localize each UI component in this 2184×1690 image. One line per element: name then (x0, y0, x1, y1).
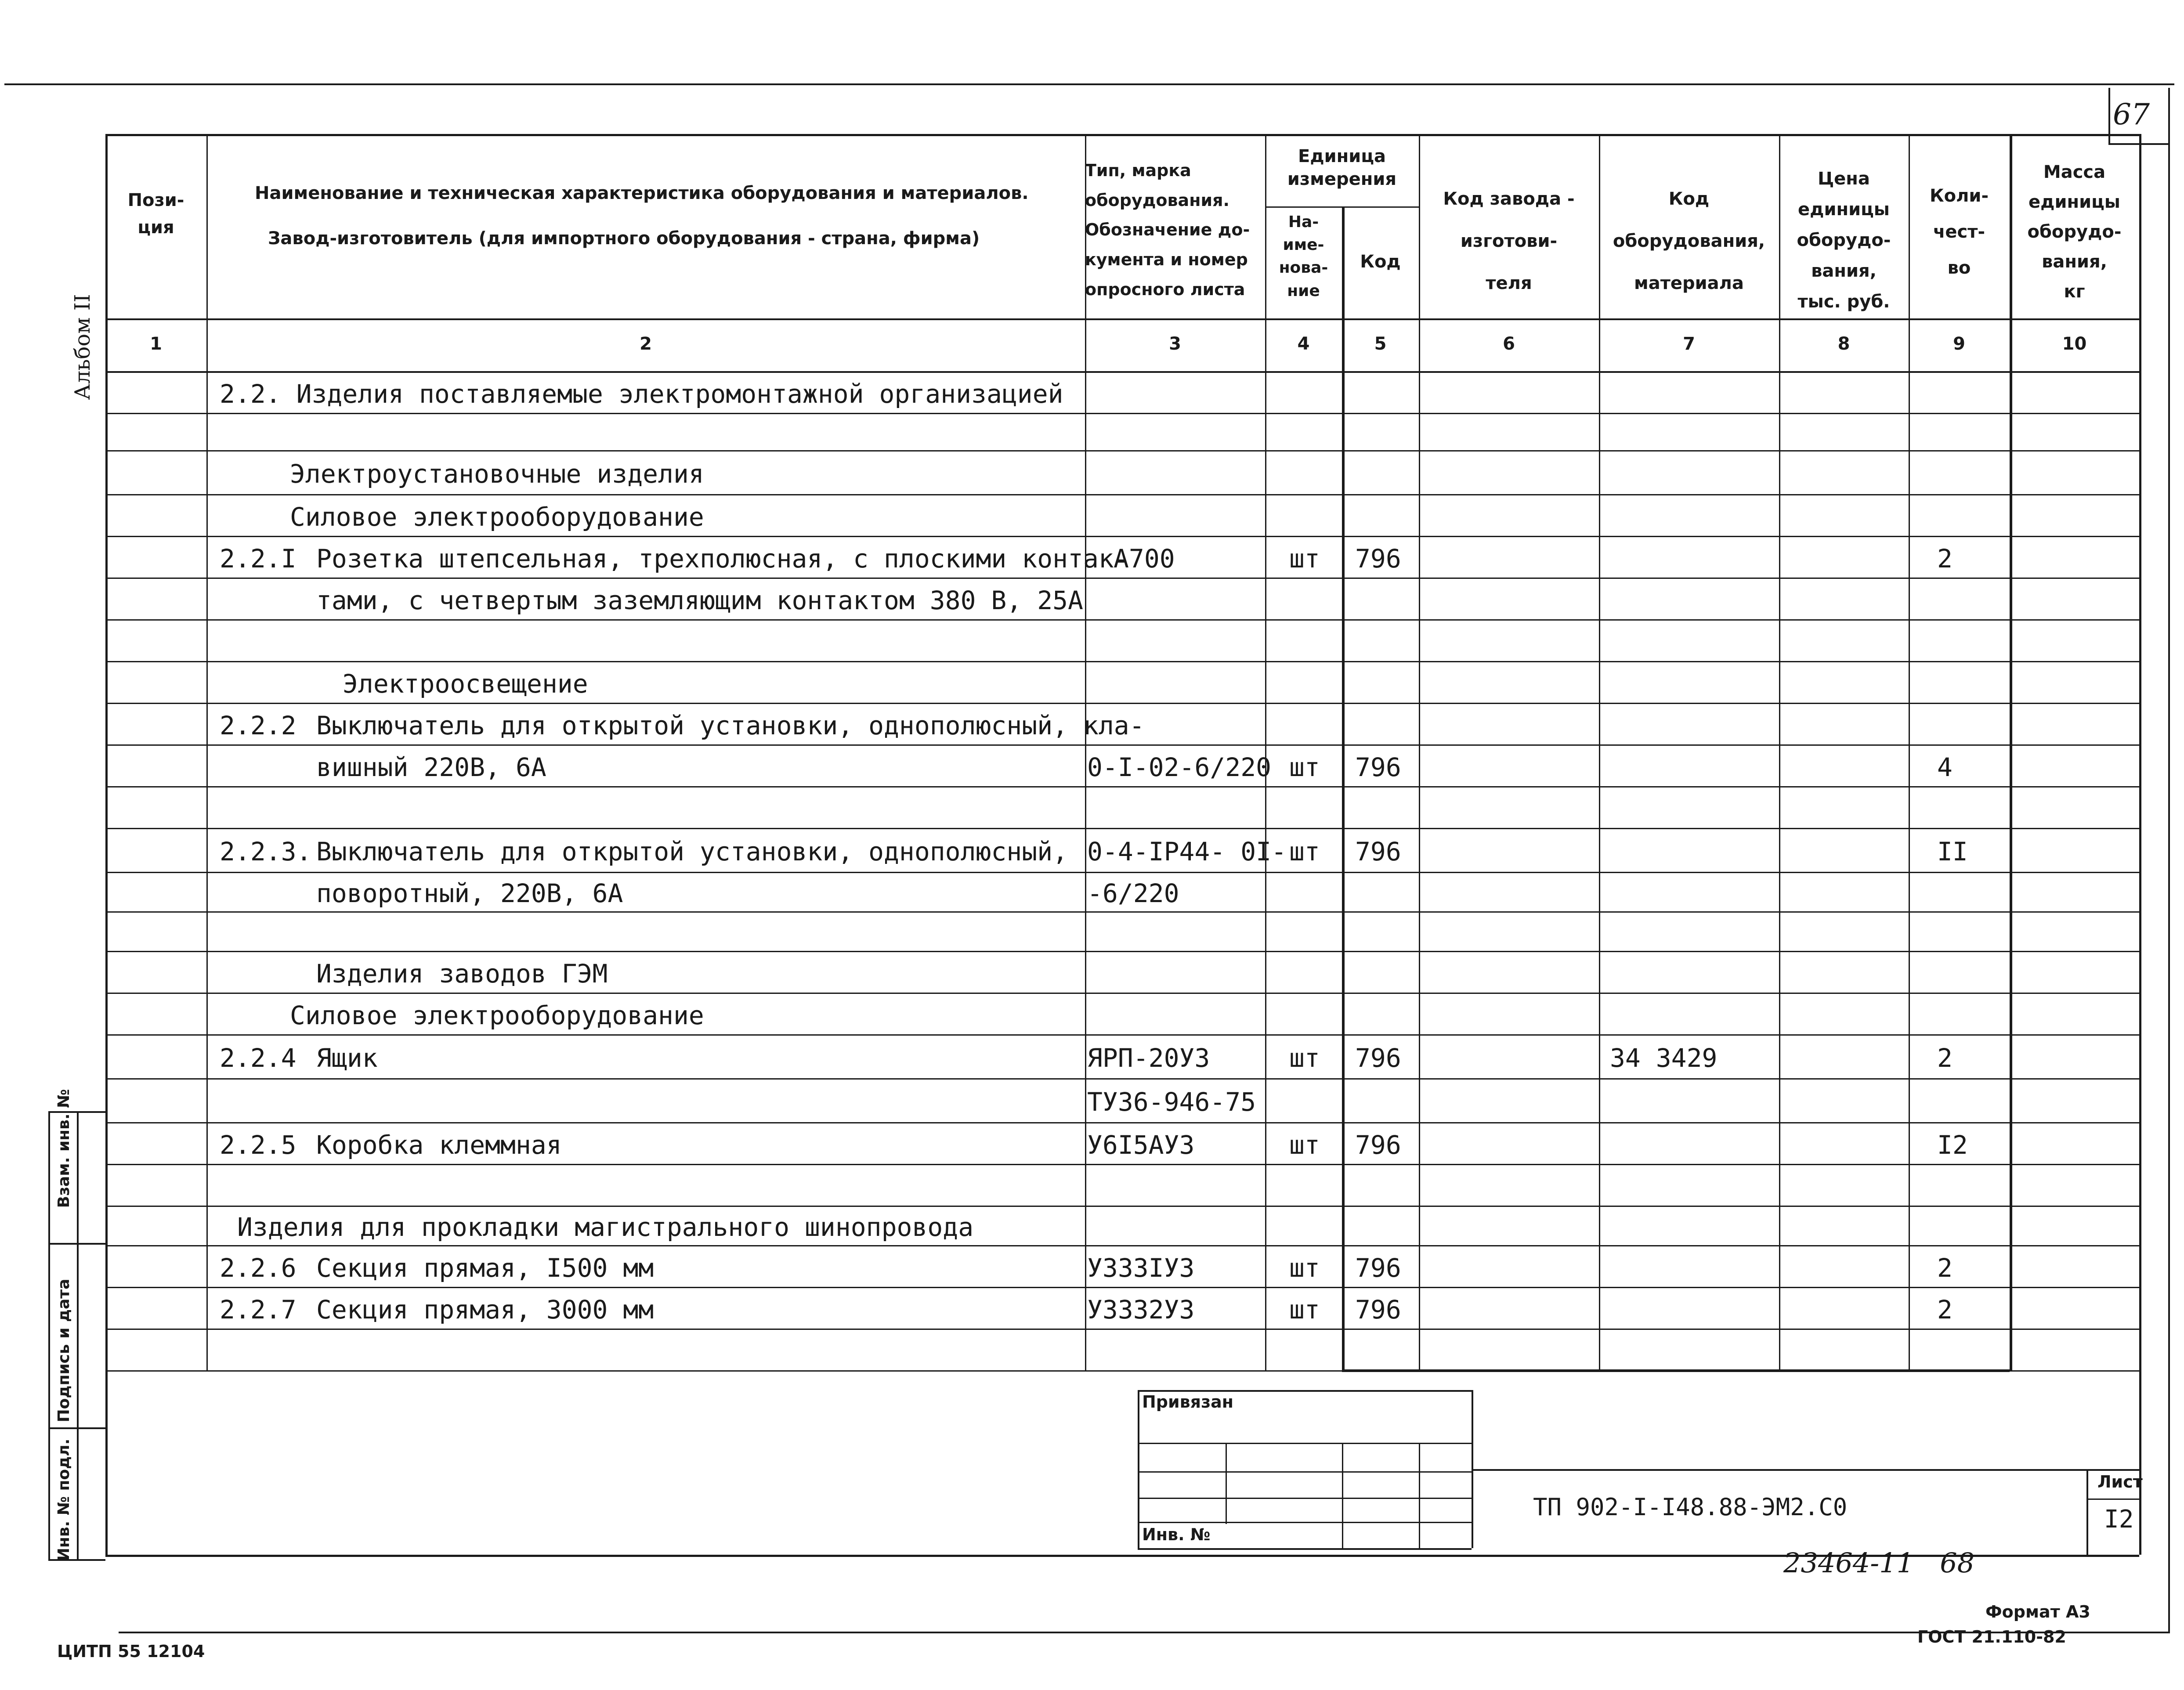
table-bottom-rule-bold (1342, 1369, 2010, 1372)
stamp-rule (1138, 1443, 1472, 1444)
row-type: ТУ36-946-75 (1087, 1087, 1256, 1117)
row-unit: шт (1289, 1130, 1320, 1160)
row-quantity: 4 (1937, 752, 1953, 782)
row-unit: шт (1289, 1043, 1320, 1073)
row-name: Изделия для прокладки магистрального шинопровода (237, 1212, 974, 1242)
column-rule (1419, 134, 1420, 1370)
row-name: Выключатель для открытой установки, однополюсный, (316, 837, 1068, 867)
row-quantity: I2 (1937, 1130, 1968, 1160)
stamp-rule (1138, 1498, 1472, 1499)
row-name: Розетка штепсельная, трехполюсная, с плоскими контак- (316, 543, 1129, 574)
sheet-box-rule (2086, 1499, 2139, 1500)
row-unit-code: 796 (1355, 1043, 1401, 1073)
table-right-border-lower (2139, 1370, 2141, 1555)
row-name: Коробка клеммная (316, 1130, 562, 1160)
unit-group-rule (1265, 206, 1419, 208)
row-type: У6I5АУЗ (1087, 1130, 1195, 1160)
stamp-left (1138, 1390, 1139, 1548)
stamp-bottom (1138, 1548, 1472, 1550)
column-rule (206, 134, 208, 1370)
row-name: Секция прямая, 3000 мм (316, 1294, 654, 1325)
stamp-privyazan: Привязан (1142, 1392, 1234, 1412)
header-factory-code: Код завода - изготови- теля (1443, 189, 1575, 293)
row-name: поворотный, 220В, 6А (316, 878, 623, 908)
row-unit-code: 796 (1355, 1294, 1401, 1325)
album-label: Альбом II (70, 294, 95, 400)
row-position: 2.2.5 (220, 1130, 297, 1160)
column-number: 10 (2062, 334, 2087, 354)
column-number: 5 (1374, 334, 1387, 354)
column-number: 2 (640, 334, 652, 354)
sheet-number: I2 (2104, 1505, 2134, 1534)
format-label: Формат А3 (1985, 1602, 2090, 1621)
row-rule (105, 1034, 2139, 1036)
column-rule (2010, 134, 2012, 1370)
column-rule (1599, 134, 1600, 1370)
row-type: 0-4-IP44- 0I- (1087, 837, 1287, 867)
row-name: тами, с четвертым заземляющим контактом 380 В, 25А (316, 585, 1083, 615)
row-rule (105, 413, 2139, 414)
side-stamp-right (77, 1111, 79, 1559)
row-rule (105, 703, 2139, 704)
column-number: 3 (1169, 334, 1181, 354)
document-code: ТП 902-I-I48.88-ЭМ2.С0 (1533, 1493, 1848, 1521)
row-name: Электроосвещение (343, 668, 588, 699)
table-top-border (105, 134, 2139, 136)
row-unit-code: 796 (1355, 1253, 1401, 1283)
row-name: 2.2. Изделия поставляемые электромонтажной организацией (220, 379, 1063, 409)
side-stamp-left (48, 1111, 50, 1559)
row-quantity: 2 (1937, 1294, 1953, 1325)
stamp-top (1138, 1390, 1472, 1392)
header-mass: Масса единицы оборудо- вания, кг (2027, 162, 2122, 302)
header-unit-group: Единица измерения (1287, 146, 1397, 189)
row-rule (105, 578, 2139, 579)
row-unit-code: 796 (1355, 1130, 1401, 1160)
column-number: 1 (150, 334, 162, 354)
row-rule (105, 951, 2139, 952)
row-type: ЯРП-20УЗ (1087, 1043, 1210, 1073)
row-position: 2.2.2 (220, 710, 297, 740)
row-unit: шт (1289, 1253, 1320, 1283)
row-rule (105, 1329, 2139, 1330)
stamp-col (1342, 1443, 1343, 1548)
row-name: Ящик (316, 1043, 378, 1073)
row-name: Выключатель для открытой установки, однополюсный, кла- (316, 710, 1145, 740)
row-rule (105, 1078, 2139, 1080)
row-rule (105, 619, 2139, 621)
row-unit-code: 796 (1355, 752, 1401, 782)
row-position: 2.2.6 (220, 1253, 297, 1283)
row-rule (105, 1287, 2139, 1288)
column-rule (1085, 134, 1086, 1370)
row-unit: шт (1289, 543, 1320, 574)
row-rule (105, 1245, 2139, 1246)
stamp-rule (1138, 1522, 1472, 1523)
code-block-top (1472, 1469, 2139, 1471)
header-unit-name: На- име- нова- ние (1279, 213, 1328, 300)
row-name: Электроустановочные изделия (290, 459, 704, 489)
side-stamp-divider (48, 1243, 105, 1245)
row-position: 2.2.I (220, 543, 297, 574)
row-type: У3332УЗ (1087, 1294, 1195, 1325)
row-rule (105, 872, 2139, 873)
column-number: 4 (1297, 334, 1310, 354)
row-rule (105, 1164, 2139, 1165)
sheet-box-left (2086, 1469, 2088, 1555)
table-right-border (2139, 134, 2141, 1449)
row-name: Секция прямая, I500 мм (316, 1253, 654, 1283)
row-name: Изделия заводов ГЭМ (316, 958, 608, 989)
header-price: Цена единицы оборудо- вания, тыс. руб. (1797, 169, 1891, 312)
row-position: 2.2.3. (220, 837, 312, 867)
page-bottom-line (119, 1632, 2170, 1633)
row-rule (105, 1122, 2139, 1123)
side-label-vzam: Взам. инв. № (55, 1089, 73, 1208)
row-rule (105, 786, 2139, 787)
handwritten-number: 23464-11 68 (1783, 1547, 1975, 1579)
row-equipment-code: 34 3429 (1610, 1043, 1718, 1073)
row-name: Силовое электрооборудование (290, 502, 704, 532)
row-name: вишный 220В, 6А (316, 752, 546, 782)
page-right-line (2168, 145, 2170, 1633)
row-rule (105, 450, 2139, 451)
row-quantity: 2 (1937, 543, 1953, 574)
header-unit-code: Код (1360, 252, 1401, 272)
stamp-col (1419, 1443, 1420, 1548)
column-number: 9 (1953, 334, 1965, 354)
stamp-col (1226, 1443, 1227, 1524)
row-rule (105, 1206, 2139, 1207)
row-name: Силовое электрооборудование (290, 1000, 704, 1030)
side-label-inv-podl: Инв. № подл. (55, 1438, 73, 1561)
header-quantity: Коли- чест- во (1929, 186, 1989, 278)
row-rule (105, 993, 2139, 994)
row-position: 2.2.4 (220, 1043, 297, 1073)
row-unit-code: 796 (1355, 543, 1401, 574)
row-type: 0-I-02-6/220 (1087, 752, 1272, 782)
row-type: У333IУЗ (1087, 1253, 1195, 1283)
column-rule (1909, 134, 1910, 1370)
row-quantity: 2 (1937, 1253, 1953, 1283)
row-rule (105, 911, 2139, 913)
side-label-podpis: Подпись и дата (55, 1278, 73, 1423)
column-rule (1779, 134, 1780, 1370)
row-quantity: 2 (1937, 1043, 1953, 1073)
column-number: 7 (1683, 334, 1695, 354)
header-name-line2: Завод-изготовитель (для импортного оборудования - страна, фирма) (268, 228, 980, 249)
page-number: 67 (2113, 98, 2150, 131)
row-rule (105, 536, 2139, 537)
row-rule (105, 744, 2139, 746)
row-quantity: II (1937, 837, 1968, 867)
column-number: 6 (1503, 334, 1515, 354)
row-type: А700 (1114, 543, 1175, 574)
row-rule (105, 661, 2139, 662)
header-position: Пози- ция (127, 190, 184, 238)
row-unit: шт (1289, 1294, 1320, 1325)
stamp-inv-no: Инв. № (1142, 1525, 1211, 1544)
row-unit: шт (1289, 837, 1320, 867)
row-rule (105, 828, 2139, 829)
column-rule (1342, 206, 1345, 1370)
row-position: 2.2.7 (220, 1294, 297, 1325)
header-type: Тип, марка оборудования. Обозначение до- кумента и номер опросного листа (1085, 161, 1250, 299)
row-rule (105, 371, 2139, 372)
tsitp-label: ЦИТП 55 12104 (57, 1642, 205, 1661)
row-type: -6/220 (1087, 878, 1179, 908)
row-unit: шт (1289, 752, 1320, 782)
row-rule (105, 494, 2139, 495)
header-name-line1: Наименование и техническая характеристика оборудования и материалов. (255, 183, 1029, 203)
stamp-rule (1138, 1471, 1472, 1473)
column-number: 8 (1837, 334, 1850, 354)
row-unit-code: 796 (1355, 837, 1401, 867)
header-bottom-rule (105, 318, 2139, 320)
header-equipment-code: Код оборудования, материала (1613, 189, 1765, 293)
gost-label: ГОСТ 21.110-82 (1917, 1627, 2066, 1647)
sheet-label: Лист (2097, 1472, 2143, 1491)
